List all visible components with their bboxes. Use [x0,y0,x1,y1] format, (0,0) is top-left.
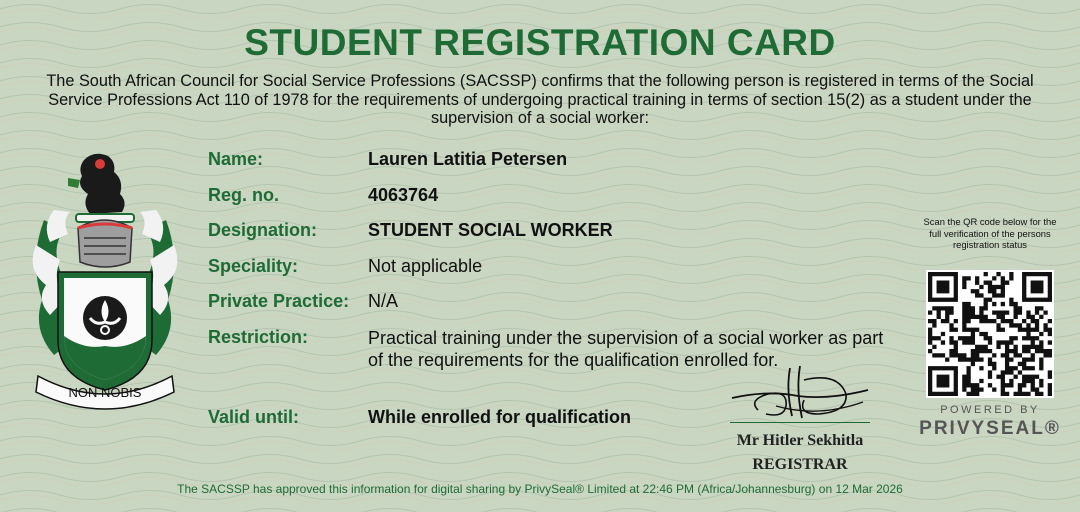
crest-motto: NON NOBIS [68,385,142,400]
field-label: Private Practice: [208,291,350,311]
field-label: Valid until: [208,407,300,427]
signature-line [730,422,870,423]
field-label: Speciality: [208,256,299,276]
field-label: Reg. no. [208,185,279,205]
speciality-value: Not applicable [368,256,483,276]
field-label: Restriction: [208,327,309,347]
registrar-title: REGISTRAR [752,456,848,473]
card-title: STUDENT REGISTRATION CARD [244,22,836,63]
coat-of-arms-crest [24,150,186,410]
field-label: Name: [208,149,264,169]
valid-until-value: While enrolled for qualification [368,407,632,427]
restriction-value: Practical training under the supervision of a social worker as part of the requirements for the qualification enrolled for. [368,328,884,370]
private-practice-value: N/A [368,291,399,311]
qr-instruction: Scan the QR code below for the full verification of the persons registration status [923,216,1057,250]
footer-approval-note: The SACSSP has approved this information for digital sharing by PrivySeal® Limited at 22:46 PM (Africa/Johannesburg) on 12 Mar 2026 [177,482,903,496]
intro-statement: The South African Council for Social Service Professions (SACSSP) confirms that the following person is registered in terms of the Social Service Professions Act 110 of 1978 for the requirements of undergoing practical training in terms of section 15(2) as a student under the supervision of a social worker: [46,72,1034,127]
privyseal-logo: PRIVYSEAL® [919,418,1061,439]
field-label: Designation: [208,220,318,240]
registration-number: 4063764 [368,185,439,205]
powered-by-label: POWERED BY [940,404,1040,416]
registrar-name: Mr Hitler Sekhitla [736,432,864,449]
student-name: Lauren Latitia Petersen [368,149,568,169]
verification-qr-code[interactable] [926,270,1054,398]
designation-value: STUDENT SOCIAL WORKER [368,220,613,240]
registrar-signature [728,360,873,426]
